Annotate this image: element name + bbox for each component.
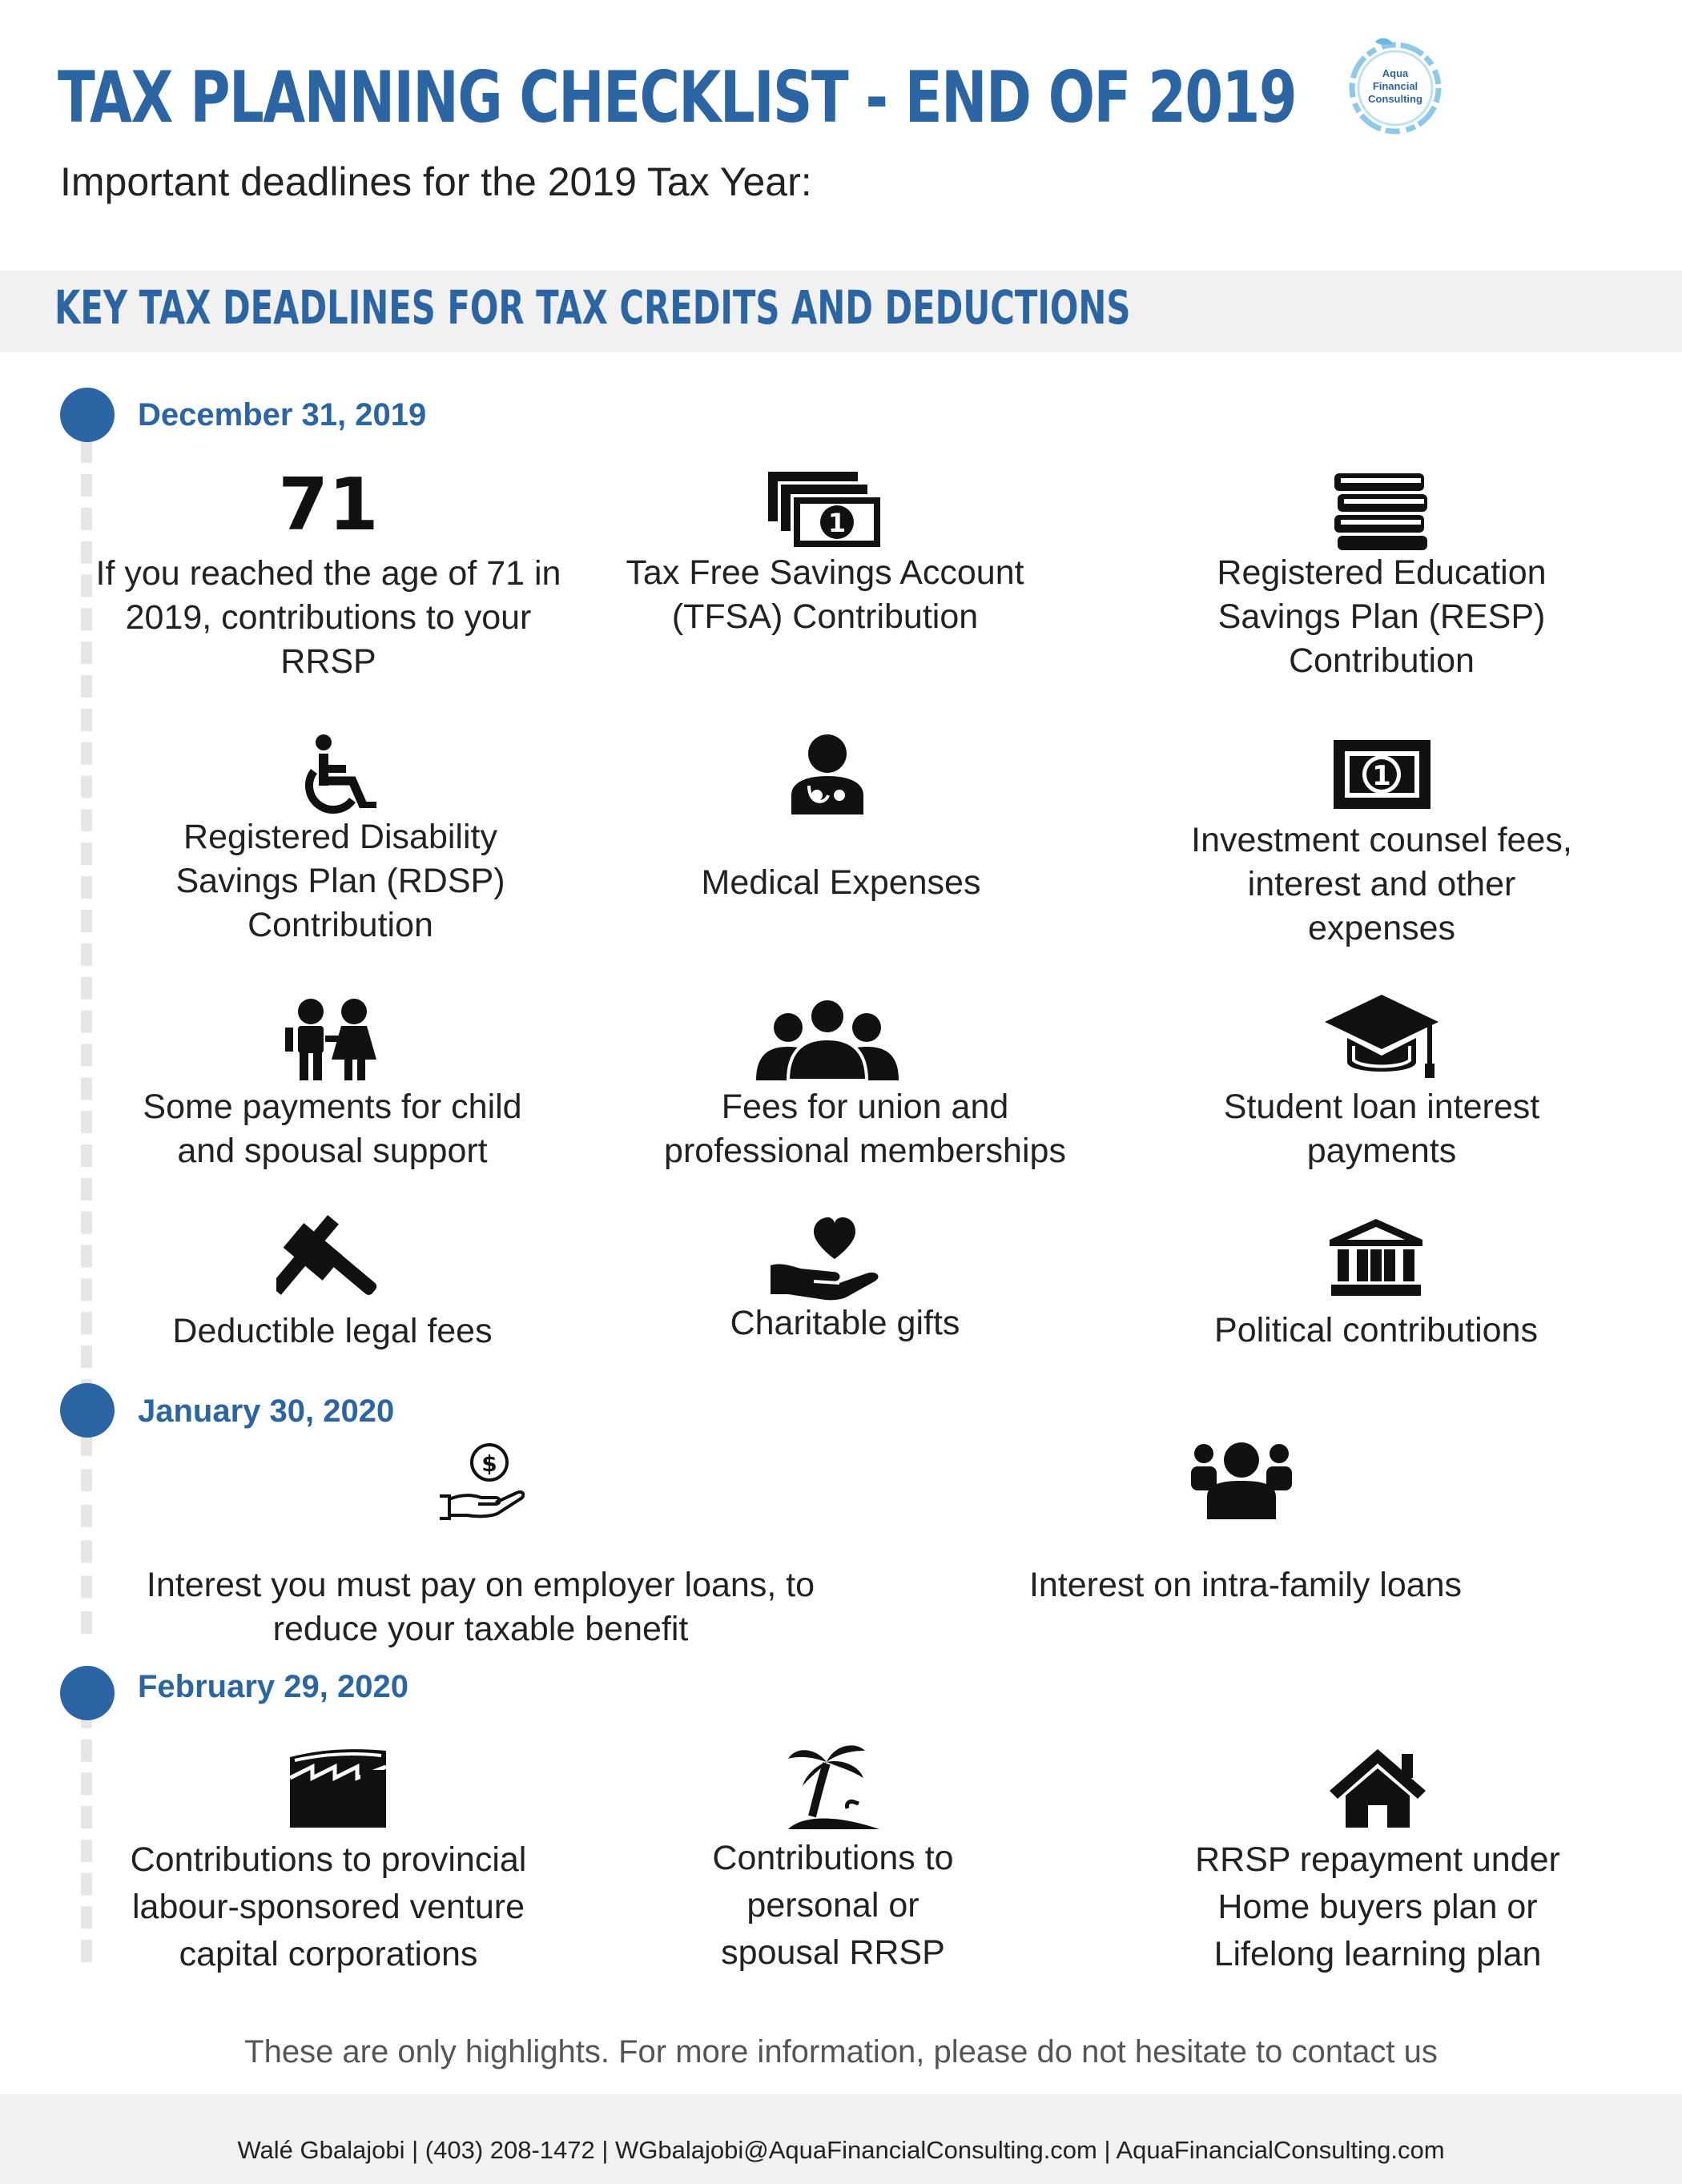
gavel-icon	[276, 1213, 384, 1301]
hand-dollar-icon	[437, 1442, 525, 1522]
timeline-line	[81, 1706, 92, 1962]
company-logo	[1343, 30, 1447, 141]
item-label: RRSP repayment under Home buyers plan or Lifelong learning plan	[1195, 1840, 1560, 1973]
hand-heart-icon	[769, 1217, 885, 1301]
children-icon	[280, 995, 384, 1082]
item-label: Tax Free Savings Account (TFSA) Contribution	[626, 553, 1024, 636]
deadline-date: January 30, 2020	[138, 1394, 395, 1429]
deadline-item	[1176, 1217, 1576, 1353]
deadline-item	[1181, 738, 1582, 951]
deadline-item	[625, 469, 1025, 639]
logo-text-line2: Financial	[1372, 80, 1418, 92]
deadline-date: December 31, 2019	[138, 397, 427, 432]
family-icon	[1189, 1438, 1294, 1522]
footer-contact: Walé Gbalajobi | (403) 208-1472 | WGbalajobi@AquaFinancialConsulting.com | AquaFinancialConsulting.com	[237, 2136, 1445, 2164]
deadline-item	[625, 995, 1105, 1173]
footnote: These are only highlights. For more information, please do not hesitate to contact us	[244, 2034, 1438, 2069]
money-stack-icon	[765, 469, 885, 553]
deadline-item	[697, 1740, 969, 1977]
item-label: Interest on intra-family loans	[1028, 1566, 1463, 1604]
svg-text:1: 1	[827, 508, 847, 538]
graduation-cap-icon	[1322, 993, 1442, 1082]
item-label: Medical Expenses	[701, 863, 981, 902]
deadline-item	[1181, 993, 1582, 1173]
item-label: Charitable gifts	[730, 1304, 960, 1342]
item-label: Political contributions	[1214, 1311, 1538, 1349]
timeline-dot	[60, 388, 115, 442]
deadline-item	[88, 463, 569, 684]
deadline-item	[965, 1438, 1526, 1607]
group-icon	[753, 995, 901, 1082]
item-label: Contributions to personal or spousal RRSP	[712, 1839, 954, 1972]
item-label: Interest you must pay on employer loans, to reduce your taxable benefit	[146, 1566, 815, 1648]
section-title: KEY TAX DEADLINES FOR TAX CREDITS AND DEDUCTIONS	[54, 280, 1131, 335]
books-icon	[1330, 469, 1434, 553]
svg-text:$: $	[481, 1450, 497, 1477]
deadline-item	[1181, 469, 1582, 683]
timeline-line	[81, 1434, 92, 1634]
house-icon	[1328, 1746, 1428, 1830]
svg-text:1: 1	[1371, 760, 1391, 792]
item-label: Fees for union and professional memberships	[664, 1088, 1066, 1170]
item-label: Some payments for child and spousal support	[143, 1088, 522, 1170]
logo-text-line1: Aqua	[1382, 67, 1409, 79]
deadline-item	[132, 1213, 533, 1353]
page-title: TAX PLANNING CHECKLIST - END OF 2019	[58, 56, 1297, 139]
money-bill-icon	[1332, 738, 1432, 810]
deadline-item	[1169, 1746, 1586, 1978]
item-label: Student loan interest payments	[1223, 1088, 1540, 1170]
deadline-item	[112, 1746, 545, 1978]
deadline-item	[140, 733, 541, 947]
item-label: If you reached the age of 71 in 2019, contributions to your RRSP	[95, 554, 561, 681]
doctor-icon	[785, 733, 873, 817]
bank-icon	[1328, 1217, 1424, 1297]
timeline-dot	[60, 1666, 115, 1720]
item-label: Contributions to provincial labour-sponsored venture capital corporations	[130, 1840, 527, 1973]
deadline-item	[641, 733, 1041, 905]
deadline-item	[120, 1442, 841, 1651]
deadline-date: February 29, 2020	[138, 1669, 408, 1704]
wheelchair-icon	[296, 733, 384, 817]
item-label: Registered Education Savings Plan (RESP) Contribution	[1217, 553, 1547, 680]
item-label: Investment counsel fees, interest and other expenses	[1191, 821, 1572, 947]
timeline-dot	[60, 1383, 115, 1438]
age-number: 71	[278, 463, 379, 547]
factory-icon	[288, 1746, 388, 1830]
logo-text-line3: Consulting	[1368, 93, 1422, 105]
deadline-item	[645, 1217, 1045, 1345]
page-subtitle: Important deadlines for the 2019 Tax Year:	[60, 159, 812, 204]
item-label: Registered Disability Savings Plan (RDSP) Contribution	[175, 818, 505, 944]
palm-tree-icon	[785, 1740, 881, 1832]
item-label: Deductible legal fees	[172, 1312, 493, 1350]
deadline-item	[132, 995, 533, 1173]
